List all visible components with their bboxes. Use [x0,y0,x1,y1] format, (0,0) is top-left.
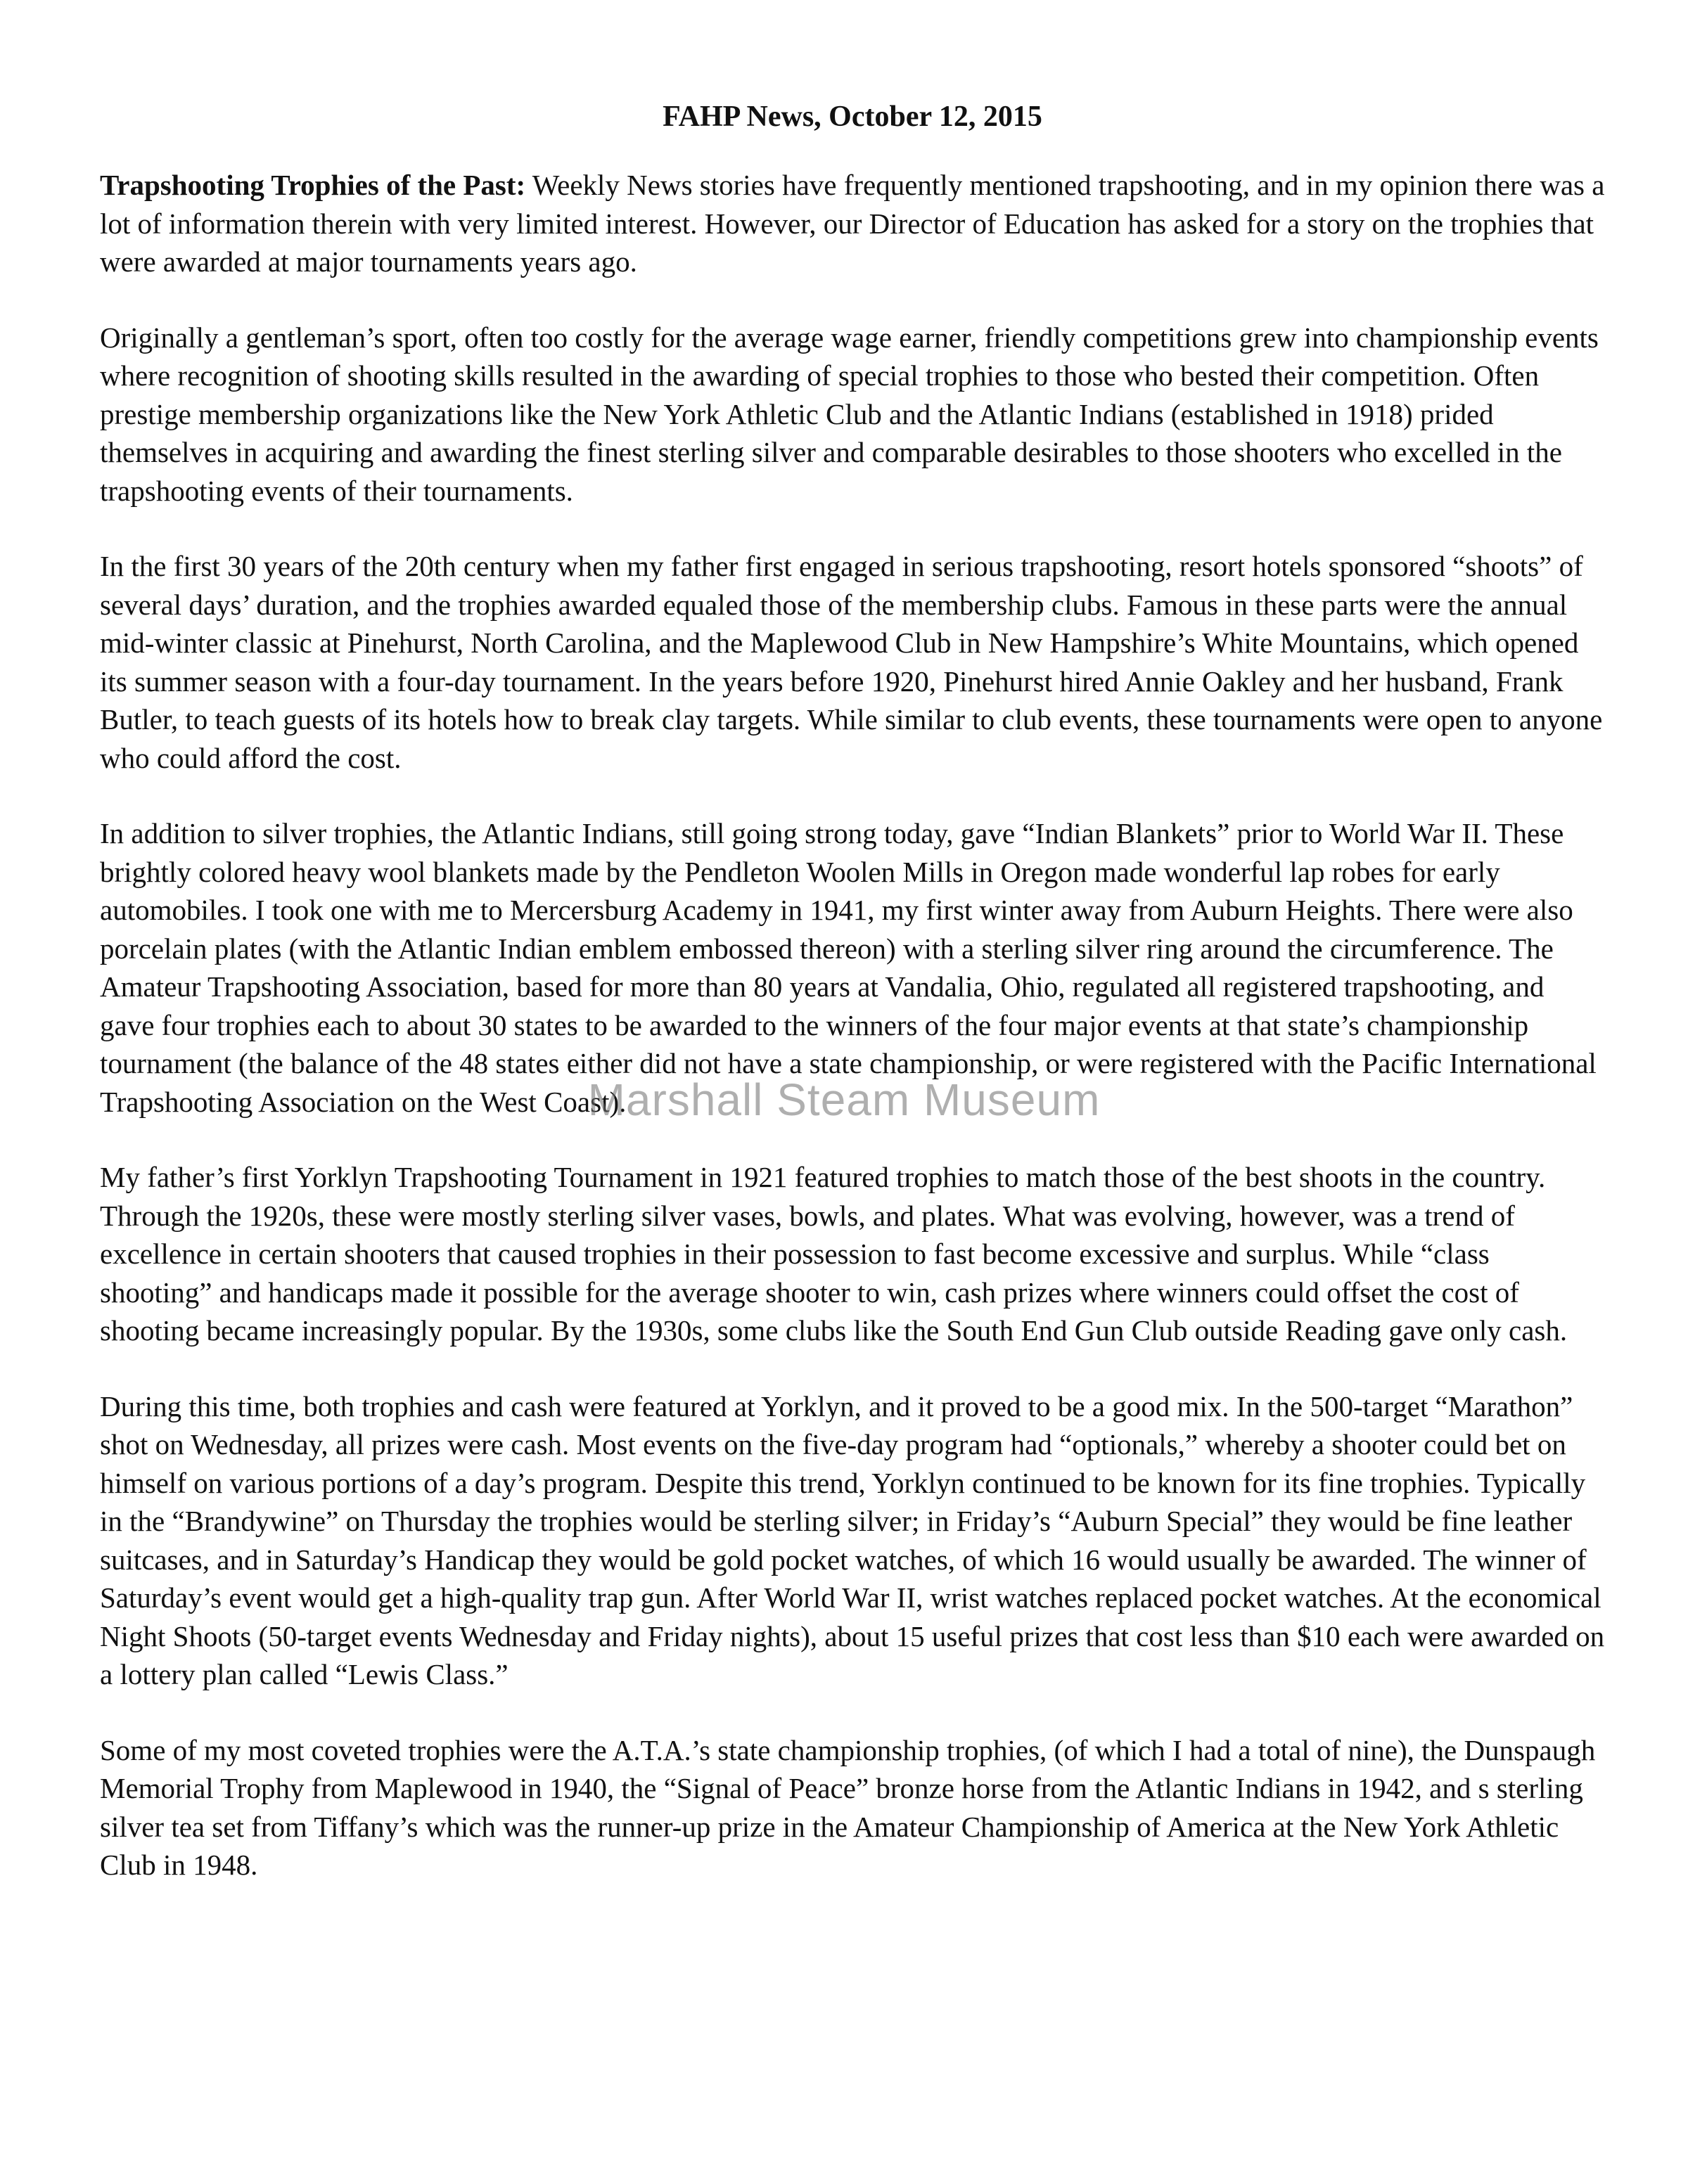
paragraph: In addition to silver trophies, the Atlantic Indians, still going strong today, gave “Indian Blankets” prior to World War II. These brightly colored heavy wool blankets made by the Pendleton Woolen Mills in Oregon made wonderful lap robes for early automobiles. I took one with me to Mercersburg Academy in 1941, my first winter away from Auburn Heights. There were also porcelain plates (with the Atlantic Indian emblem embossed thereon) with a sterling silver ring around the circumference. The Amateur Trapshooting Association, based for more than 80 years at Vandalia, Ohio, regulated all registered trapshooting, and gave four trophies each to about 30 states to be awarded to the winners of the four major events at that state’s championship tournament (the balance of the 48 states either did not have a state championship, or were registered with the Pacific International Trapshooting Association on the West Coast). [100,817,1597,1118]
paragraph: My father’s first Yorklyn Trapshooting Tournament in 1921 featured trophies to match those of the best shoots in the country. Through the 1920s, these were mostly sterling silver vases, bowls, and plates. What was evolving, however, was a trend of excellence in certain shooters that caused trophies in their possession to fast become excessive and surplus. While “class shooting” and handicaps made it possible for the average shooter to win, cash prizes where winners could offset the cost of shooting became increasingly popular. By the 1930s, some clubs like the South End Gun Club outside Reading gave only cash. [100,1161,1568,1347]
document-page [100,98,1605,1922]
paragraph: During this time, both trophies and cash were featured at Yorklyn, and it proved to be a good mix. In the 500-target “Marathon” shot on Wednesday, all prizes were cash. Most events on the five-day program had “optionals,” whereby a shooter could bet on himself on various portions of a day’s program. Despite this trend, Yorklyn continued to be known for its fine trophies. Typically in the “Brandywine” on Thursday the trophies would be sterling silver; in Friday’s “Auburn Special” they would be fine leather suitcases, and in Saturday’s Handicap they would be gold pocket watches, of which 16 would usually be awarded. The winner of Saturday’s event would get a high-quality trap gun. After World War II, wrist watches replaced pocket watches. At the economical Night Shoots (50-target events Wednesday and Friday nights), about 15 useful prizes that cost less than $10 each were awarded on a lottery plan called “Lewis Class.” [100,1389,1605,1690]
paragraph: In the first 30 years of the 20th century when my father first engaged in serious trapshooting, resort hotels sponsored “shoots” of several days’ duration, and the trophies awarded equaled those of the membership clubs. Famous in these parts were the annual mid-winter classic at Pinehurst, North Carolina, and the Maplewood Club in New Hampshire’s White Mountains, which opened its summer season with a four-day tournament. In the years before 1920, Pinehurst hired Annie Oakley and her husband, Frank Butler, to teach guests of its hotels how to break clay targets. While similar to club events, these tournaments were open to anyone who could afford the cost. [100,550,1603,774]
document-title: FAHP News, October 12, 2015 [663,101,1042,133]
paragraph-intro [100,166,1605,281]
paragraph: Some of my most coveted trophies were the A.T.A.’s state championship trophies, (of which I had a total of nine), the Dunspaugh Memorial Trophy from Maplewood in 1940, the “Signal of Peace” bronze horse from the Atlantic Indians in 1942, and s sterling silver tea set from Tiffany’s which was the runner-up prize in the Amateur Championship of America at the New York Athletic Club in 1948. [100,1733,1596,1881]
paragraph-text: Weekly News stories have frequently mentioned trapshooting, and in my opinion there was a lot of information therein with very limited interest. However, our Director of Education has asked for a story on the trophies that were awarded at major tournaments years ago. [100,169,1605,278]
watermark: Marshall Steam Museum [587,1074,1101,1125]
paragraph: Originally a gentleman’s sport, often too costly for the average wage earner, friendly competitions grew into championship events where recognition of shooting skills resulted in the awarding of special trophies to those who bested their competition. Often prestige membership organizations like the New York Athletic Club and the Atlantic Indians (established in 1918) prided themselves in acquiring and awarding the finest sterling silver and comparable desirables to those shooters who excelled in the trapshooting events of their tournaments. [100,321,1599,507]
section-heading: Trapshooting Trophies of the Past: [100,169,526,201]
